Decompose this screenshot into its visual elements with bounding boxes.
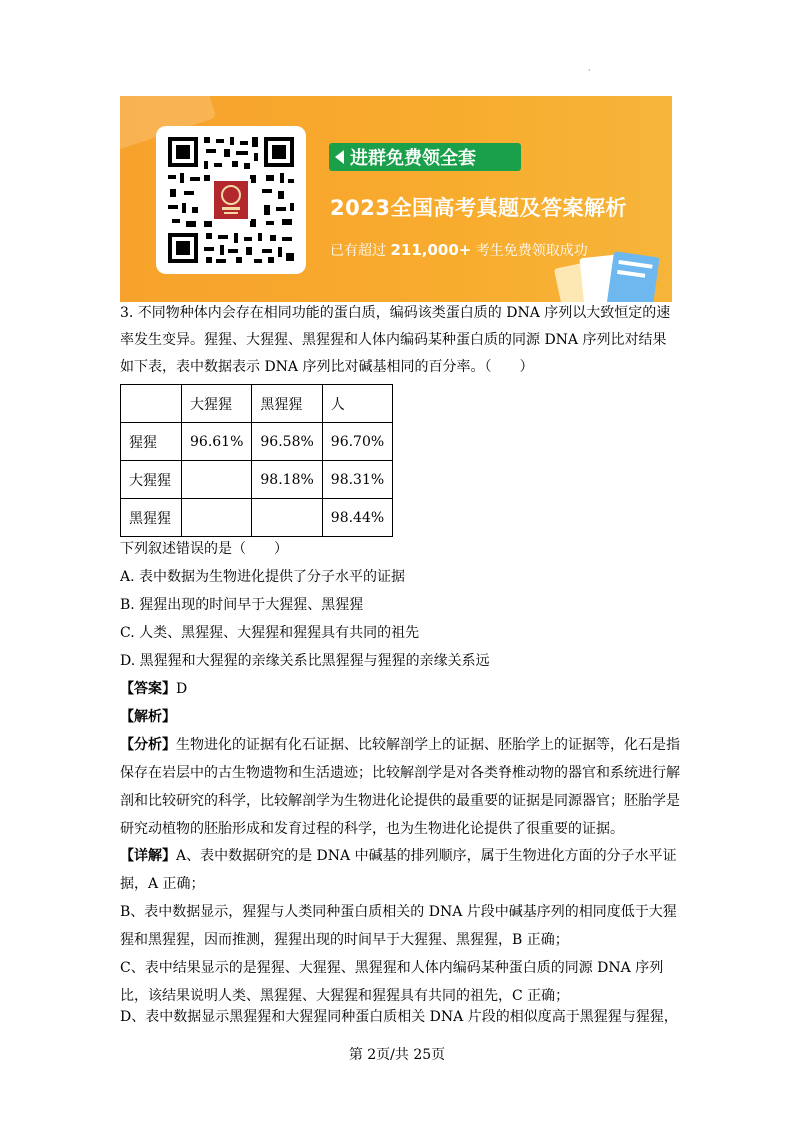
table-header-row — [121, 385, 393, 423]
table-cell: 96.58% — [252, 423, 322, 461]
question-stem-line-1: 3. 不同物种体内会存在相同功能的蛋白质，编码该类蛋白质的 DNA 序列以大致恒定的速 — [120, 305, 671, 321]
option-a: A. 表中数据为生物进化提供了分子水平的证据 — [120, 569, 406, 585]
answer-line — [120, 679, 187, 699]
join-group-label: 进群免费领全套 — [350, 148, 476, 169]
qr-code-card — [156, 126, 306, 274]
table-header-cell: 大猩猩 — [182, 385, 252, 423]
question-prompt: 下列叙述错误的是（ ） — [120, 541, 288, 557]
xiangjie-label: 【详解】 — [120, 848, 176, 864]
question-stem-line-2: 率发生变异。猩猩、大猩猩、黑猩猩和人体内编码某种蛋白质的同源 DNA 序列比对结果 — [120, 332, 667, 348]
option-d: D. 黑猩猩和大猩猩的亲缘关系比黑猩猩与猩猩的亲缘关系远 — [120, 653, 490, 669]
table-cell — [182, 461, 252, 499]
fenxi-label: 【分析】 — [120, 737, 176, 753]
table-cell — [182, 499, 252, 537]
table-row-header: 大猩猩 — [121, 461, 182, 499]
qr-code-icon — [166, 135, 296, 265]
promo-banner[interactable] — [120, 96, 672, 302]
analysis-label: 【解析】 — [120, 709, 176, 725]
banner-subline — [330, 240, 588, 260]
answer-value: D — [176, 681, 188, 697]
option-c: C. 人类、黑猩猩、大猩猩和猩猩具有共同的祖先 — [120, 625, 420, 641]
table-header-cell: 人 — [322, 385, 392, 423]
analysis-xiangjie-d: D、表中数据显示黑猩猩和大猩猩同种蛋白质相关 DNA 片段的相似度高于黑猩猩与猩猩， — [120, 1009, 678, 1025]
xiangjie-a-text: A、表中数据研究的是 DNA 中碱基的排列顺序，属于生物进化方面的分子水平证据，A 正确； — [120, 848, 677, 892]
table-row — [121, 423, 393, 461]
table-row — [121, 499, 393, 537]
table-row — [121, 461, 393, 499]
table-header-cell: 黑猩猩 — [252, 385, 322, 423]
analysis-xiangjie-c: C、表中结果显示的是猩猩、大猩猩、黑猩猩和人体内编码某种蛋白质的同源 DNA 序列比，该结果说明人类、黑猩猩、大猩猩和猩猩具有共同的祖先，C 正确； — [120, 960, 664, 1004]
table-cell — [121, 385, 182, 423]
table-row-header: 猩猩 — [121, 423, 182, 461]
banner-sub-prefix: 已有超过 — [330, 243, 386, 259]
table-cell — [252, 499, 322, 537]
question-stem-line-3: 如下表，表中数据表示 DNA 序列比对碱基相同的百分率。（ ） — [120, 359, 534, 375]
banner-sub-count: 211,000+ — [390, 241, 472, 259]
arrow-left-icon — [335, 150, 344, 164]
page-footer: 第 2页/共 25页 — [348, 1047, 446, 1063]
banner-sub-suffix: 考生免费领取成功 — [475, 243, 588, 259]
table-cell: 96.61% — [182, 423, 252, 461]
dna-comparison-table — [120, 384, 393, 537]
table-cell: 98.31% — [322, 461, 392, 499]
page-dot: · — [588, 66, 591, 75]
banner-headline: 2023全国高考真题及答案解析 — [330, 196, 627, 220]
analysis-xiangjie-b: B、表中数据显示，猩猩与人类同种蛋白质相关的 DNA 片段中碱基序列的相同度低于大猩猩和黑猩猩，因而推测，猩猩出现的时间早于大猩猩、黑猩猩，B 正确； — [120, 904, 677, 948]
answer-label: 【答案】 — [120, 681, 176, 697]
documents-icon — [552, 246, 672, 302]
table-cell: 96.70% — [322, 423, 392, 461]
table-cell: 98.18% — [252, 461, 322, 499]
analysis-fenxi — [120, 731, 680, 843]
join-group-tag[interactable] — [329, 143, 521, 171]
table-row-header: 黑猩猩 — [121, 499, 182, 537]
fenxi-text: 生物进化的证据有化石证据、比较解剖学上的证据、胚胎学上的证据等，化石是指保存在岩层中的古生物遗物和生活遗迹；比较解剖学是对各类脊椎动物的器官和系统进行解剖和比较研究的科学，比较解剖学为生物进化论提供的最重要的证据是同源器官；胚胎学是研究动植物的胚胎形成和发育过程的科学，也为生物进化论提供了很重要的证据。 — [120, 737, 680, 837]
table-cell: 98.44% — [322, 499, 392, 537]
option-b: B. 猩猩出现的时间早于大猩猩、黑猩猩 — [120, 597, 364, 613]
analysis-xiangjie-a — [120, 842, 680, 898]
